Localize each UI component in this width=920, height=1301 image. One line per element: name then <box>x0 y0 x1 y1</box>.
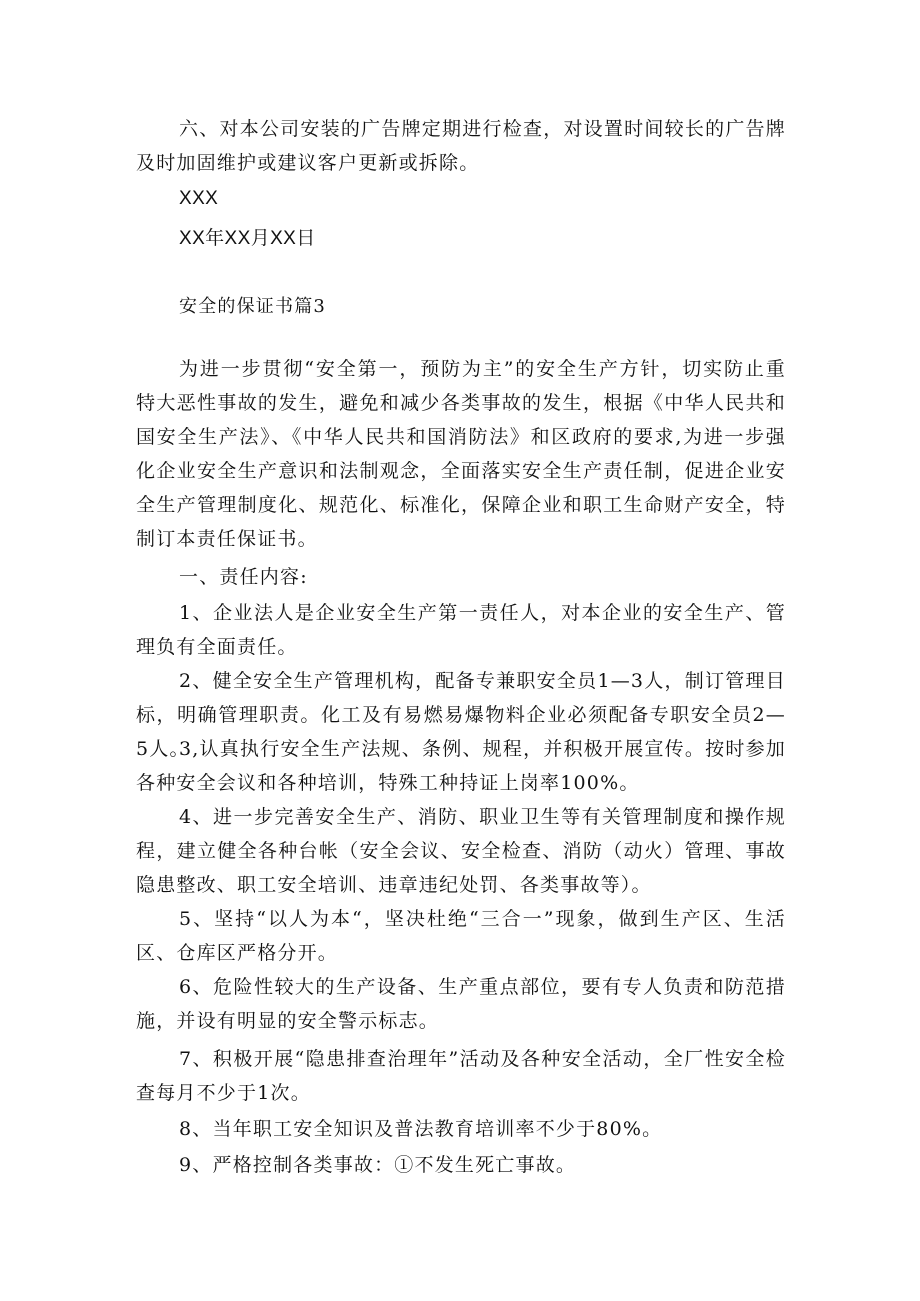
content-heading: 一、责任内容: <box>179 566 308 588</box>
list-item-7: 7、积极开展“隐患排查治理年”活动及各种安全活动，全厂性安全检查每月不少于1次。 <box>136 1048 786 1104</box>
list-item-9: 9、严格控制各类事故：①不发生死亡事故。 <box>179 1154 577 1176</box>
signature-date: XX年XX月XX日 <box>179 228 316 249</box>
section-title: 安全的保证书篇3 <box>179 296 327 317</box>
list-item-8: 8、当年职工安全知识及普法教育培训率不少于80%。 <box>179 1118 663 1140</box>
list-item-1: 1、企业法人是企业安全生产第一责任人，对本企业的安全生产、管理负有全面责任。 <box>136 602 786 658</box>
list-item-4: 4、进一步完善安全生产、消防、职业卫生等有关管理制度和操作规程，建立健全各种台帐（安全会议、安全检查、消防（动火）管理、事故隐患整改、职工安全培训、违章违纪处罚、各类事故等）。 <box>136 806 786 896</box>
list-item-5: 5、坚持“以人为本“，坚决杜绝“三合一”现象，做到生产区、生活区、仓库区严格分开。 <box>136 908 786 964</box>
list-item-3: 3,认真执行安全生产法规、条例、规程，并积极开展宣传。按时参加各种安全会议和各种培训，特殊工种持证上岗率100%。 <box>136 738 786 794</box>
list-item-6: 6、危险性较大的生产设备、生产重点部位，要有专人负责和防范措施，并设有明显的安全警示标志。 <box>136 976 786 1032</box>
intro-paragraph: 六、对本公司安装的广告牌定期进行检查，对设置时间较长的广告牌及时加固维护或建议客户更新或拆除。 <box>136 118 786 174</box>
signature-name: XXX <box>179 188 219 209</box>
preamble-paragraph: 为进一步贯彻“安全第一，预防为主”的安全生产方针，切实防止重特大恶性事故的发生，避免和减少各类事故的发生，根据《中华人民共和国安全生产法》、《中华人民共和国消防法》和区政府的要求,为进一步强化企业安全生产意识和法制观念，全面落实安全生产责任制，促进企业安全生产管理制度化、规范化、标准化，保障企业和职工生命财产安全，特制订本责任保证书。 <box>136 358 786 550</box>
list-item-2: 2、健全安全生产管理机构，配备专兼职安全员1—3人，制订管理目标，明确管理职责。化工及有易燃易爆物料企业必须配备专职安全员2—5人。 <box>136 670 786 760</box>
